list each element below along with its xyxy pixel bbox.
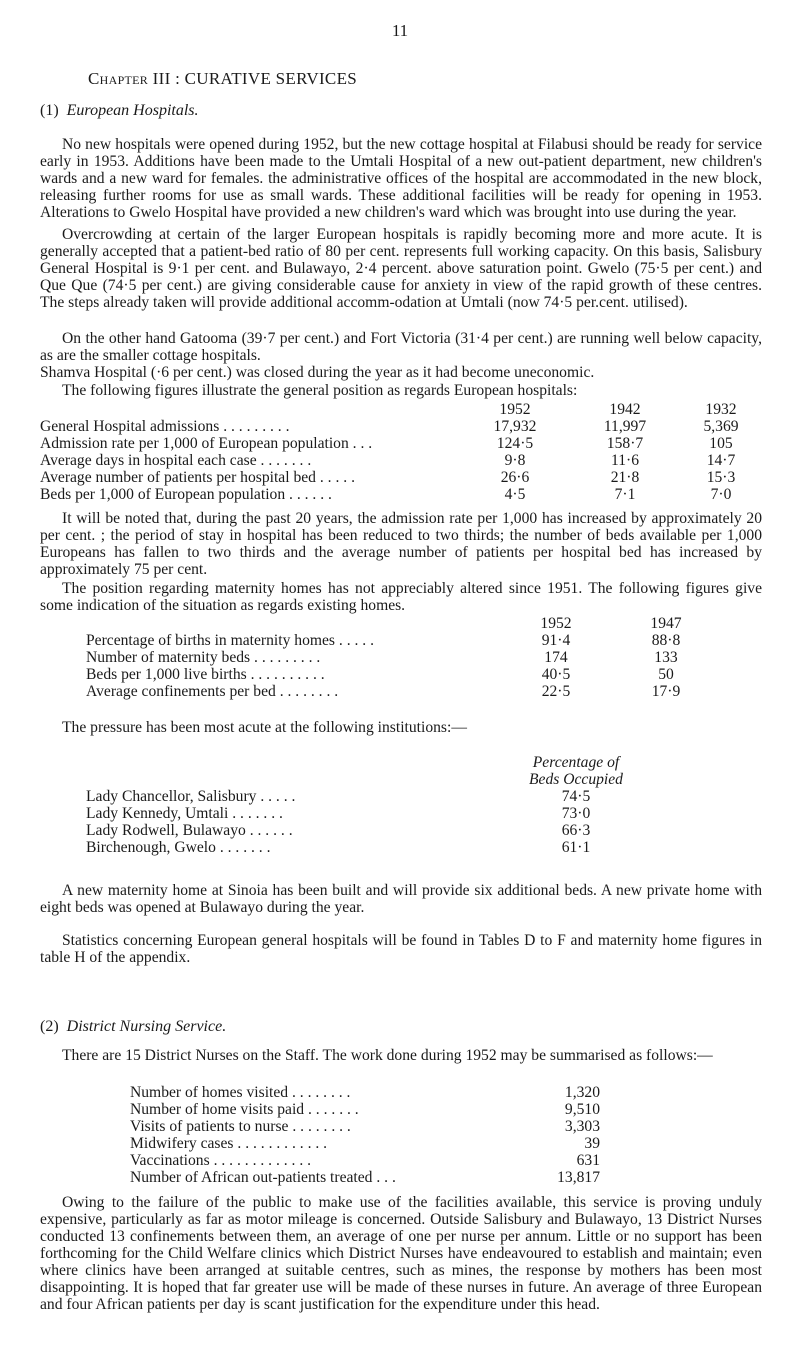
- table-row: [130, 1118, 600, 1135]
- table-row: [40, 469, 762, 486]
- table-row: [86, 649, 726, 666]
- row-label: General Hospital admissions: [40, 418, 220, 435]
- table-district-nursing-work: [130, 1084, 600, 1186]
- leader-dots: . . . . . . .: [304, 1101, 359, 1118]
- paragraph-statistics: Statistics concerning European general hospitals will be found in Tables D to F and maternity home figures in table H of the appendix.: [40, 932, 762, 966]
- year-header: 1932: [705, 401, 737, 418]
- table-cell: 158·7: [606, 435, 644, 452]
- paragraph-below-capacity: On the other hand Gatooma (39·7 per cent.) and Fort Victoria (31·4 per cent.) are running well below capacity, as are the smaller cottage hospitals.: [40, 330, 762, 364]
- table-cell: 1,320: [564, 1084, 600, 1101]
- table-row: [40, 486, 762, 503]
- leader-dots: . . . . .: [315, 469, 355, 486]
- table-row: [86, 683, 726, 700]
- table-cell: 74·5: [561, 788, 591, 805]
- table-cell: 15·3: [706, 469, 736, 486]
- section-heading-european-hospitals: [40, 102, 199, 119]
- leader-dots: . . . . .: [335, 632, 374, 649]
- table-cell: 17·9: [651, 683, 681, 700]
- leader-dots: . . .: [372, 1169, 396, 1186]
- paragraph-district-nurses: There are 15 District Nurses on the Staff. The work done during 1952 may be summarised as follows:—: [62, 1047, 713, 1064]
- row-label: Lady Kennedy, Umtali: [86, 805, 229, 822]
- leader-dots: . . . . . . . . . . . .: [233, 1135, 328, 1152]
- table-row: [40, 452, 762, 469]
- table-cell: 39: [584, 1135, 600, 1152]
- table-cell: 631: [576, 1152, 600, 1169]
- table-row: [86, 788, 696, 805]
- leader-dots: . . . . . . . .: [275, 683, 339, 700]
- section-title: European Hospitals.: [66, 102, 199, 119]
- page-number: 11: [391, 21, 409, 40]
- table-row: [86, 805, 696, 822]
- paragraph-sinoia: A new maternity home at Sinoia has been built and will provide six additional beds. A new private home with eight beds was opened at Bulawayo during the year.: [40, 882, 762, 916]
- row-label: Vaccinations: [130, 1152, 210, 1169]
- table-cell: 3,303: [564, 1118, 600, 1135]
- leader-dots: . . . . . .: [245, 822, 293, 839]
- table-cell: 22·5: [541, 683, 571, 700]
- year-header: 1952: [540, 615, 572, 632]
- leader-dots: . . . . . . .: [256, 452, 312, 469]
- paragraph-admission-trend: It will be noted that, during the past 20 years, the admission rate per 1,000 has increased by approximately 20 per cent. ; the period of stay in hospital has been reduced to two thirds; the number of beds available per 1,000 Europeans has fallen to two thirds and the average number of patients per hospital bed has increased by approximately 75 per cent.: [40, 510, 762, 578]
- row-label: Average number of patients per hospital bed: [40, 469, 316, 486]
- row-label: Admission rate per 1,000 of European population: [40, 435, 349, 452]
- table-cell: 7·0: [710, 486, 732, 503]
- row-label: Beds per 1,000 of European population: [40, 486, 286, 503]
- table-cell: 13,817: [557, 1169, 600, 1186]
- table-cell: 7·1: [614, 486, 636, 503]
- chapter-separator: :: [170, 69, 185, 88]
- table-row: [130, 1169, 600, 1186]
- row-label: Midwifery cases: [130, 1135, 234, 1152]
- row-label: Average confinements per bed: [86, 683, 276, 700]
- leader-dots: . . . . . . .: [215, 839, 271, 856]
- table-maternity-homes: [86, 615, 726, 700]
- row-label: Lady Chancellor, Salisbury: [86, 788, 257, 805]
- leader-dots: . . . . . . . .: [288, 1118, 351, 1135]
- row-label: Number of African out-patients treated: [130, 1169, 373, 1186]
- table-cell: 50: [658, 666, 674, 683]
- table-header-row: [86, 771, 696, 788]
- table-cell: 26·6: [500, 469, 530, 486]
- table-cell: 11·6: [610, 452, 639, 469]
- chapter-heading: [88, 70, 357, 87]
- paragraph-shamva: Shamva Hospital (·6 per cent.) was closed during the year as it had become uneconomic.: [40, 364, 595, 381]
- table-cell: 61·1: [561, 839, 591, 856]
- table-header-row: [86, 754, 696, 771]
- section-title: District Nursing Service.: [66, 1018, 227, 1035]
- table-header-row: [86, 615, 726, 632]
- table-row: [86, 632, 726, 649]
- table-row: [86, 666, 726, 683]
- table-cell: 91·4: [541, 632, 571, 649]
- year-header: 1947: [650, 615, 682, 632]
- leader-dots: . . .: [348, 435, 373, 452]
- paragraph-expense: Owing to the failure of the public to make use of the facilities available, this service is proving unduly expensive, particularly as far as motor mileage is concerned. Outside Salisbury and Bulawayo, 13 District Nurses conducted 13 confinements between them, an average of one per nurse per annum. Little or no support has been forthcoming for the Child Welfare clinics which District Nurses have endeavoured to establish and maintain; even where clinics have been arranged at suitable centres, such as mines, the response by mothers has been most disappointing. It is hoped that far greater use will be made of these nurses in future. An average of three European and four African patients per day is scant justification for the expenditure under this head.: [40, 1194, 762, 1313]
- section-number: (2): [40, 1018, 59, 1035]
- leader-dots: . . . . . . . . . .: [246, 666, 325, 683]
- leader-dots: . . . . . . . .: [288, 1084, 351, 1101]
- table-cell: 124·5: [496, 435, 534, 452]
- row-label: Birchenough, Gwelo: [86, 839, 216, 856]
- table-row: [130, 1101, 600, 1118]
- year-header: 1952: [499, 401, 531, 418]
- table-cell: 88·8: [651, 632, 681, 649]
- table-cell: 105: [709, 435, 733, 452]
- row-label: Average days in hospital each case: [40, 452, 257, 469]
- table-row: [130, 1152, 600, 1169]
- table-cell: 9·8: [504, 452, 526, 469]
- column-header: Percentage of: [532, 754, 620, 771]
- table-cell: 4·5: [504, 486, 526, 503]
- chapter-title: CURATIVE SERVICES: [184, 69, 358, 88]
- leader-dots: . . . . . . .: [228, 805, 283, 822]
- table-cell: 133: [654, 649, 678, 666]
- column-header: Beds Occupied: [529, 771, 623, 788]
- table-cell: 17,932: [493, 418, 537, 435]
- chapter-label: Chapter III: [88, 69, 171, 88]
- table-cell: 14·7: [706, 452, 736, 469]
- row-label: Percentage of births in maternity homes: [86, 632, 335, 649]
- row-label: Number of home visits paid: [130, 1101, 305, 1118]
- table-beds-occupied: [86, 754, 696, 856]
- leader-dots: . . . . . . . . . . . . .: [209, 1152, 312, 1169]
- table-cell: 21·8: [610, 469, 640, 486]
- leader-dots: . . . . . . . . .: [219, 418, 290, 435]
- row-label: Lady Rodwell, Bulawayo: [86, 822, 246, 839]
- table-row: [86, 839, 696, 856]
- paragraph-new-hospitals: No new hospitals were opened during 1952, but the new cottage hospital at Filabusi should be ready for service early in 1953. Additions have been made to the Umtali Hospital of a new out-patient department, new children's wards and a new ward for females. the administrative offices of the hospital are accommodated in the new block, releasing further rooms for use as small wards. These additional facilities will be ready for opening in 1953. Alterations to Gwelo Hospital have provided a new children's ward which was brought into use during the year.: [40, 136, 762, 221]
- table-european-hospitals: [40, 401, 762, 503]
- table-cell: 174: [544, 649, 568, 666]
- section-number: (1): [40, 102, 59, 119]
- leader-dots: . . . . .: [256, 788, 296, 805]
- table-row: [86, 822, 696, 839]
- table-row: [40, 418, 762, 435]
- leader-dots: . . . . . . . . .: [250, 649, 321, 666]
- leader-dots: . . . . . .: [285, 486, 332, 503]
- paragraph-figures-intro: The following figures illustrate the general position as regards European hospitals:: [62, 382, 578, 399]
- table-row: [130, 1135, 600, 1152]
- row-label: Beds per 1,000 live births: [86, 666, 247, 683]
- table-cell: 9,510: [564, 1101, 600, 1118]
- table-cell: 5,369: [703, 418, 739, 435]
- row-label: Number of maternity beds: [86, 649, 251, 666]
- table-cell: 66·3: [561, 822, 591, 839]
- table-row: [40, 435, 762, 452]
- section-heading-district-nursing: [40, 1018, 226, 1035]
- paragraph-overcrowding: Overcrowding at certain of the larger European hospitals is rapidly becoming more and more acute. It is generally accepted that a patient-bed ratio of 80 per cent. represents full working capacity. On this basis, Salisbury General Hospital is 9·1 per cent. and Bulawayo, 2·4 percent. above saturation point. Gwelo (75·5 per cent.) and Que Que (74·5 per cent.) are giving considerable cause for anxiety in view of the rapid growth of these centres. The steps already taken will provide additional accomm-odation at Umtali (now 74·5 per.cent. utilised).: [40, 226, 762, 311]
- table-cell: 11,997: [603, 418, 647, 435]
- paragraph-maternity-intro: The position regarding maternity homes has not appreciably altered since 1951. The following figures give some indication of the situation as regards existing homes.: [40, 580, 762, 614]
- table-row: [130, 1084, 600, 1101]
- year-header: 1942: [609, 401, 641, 418]
- row-label: Number of homes visited: [130, 1084, 289, 1101]
- paragraph-pressure: The pressure has been most acute at the following institutions:—: [62, 719, 467, 736]
- table-header-row: [40, 401, 762, 418]
- table-cell: 40·5: [541, 666, 571, 683]
- row-label: Visits of patients to nurse: [130, 1118, 289, 1135]
- table-cell: 73·0: [561, 805, 591, 822]
